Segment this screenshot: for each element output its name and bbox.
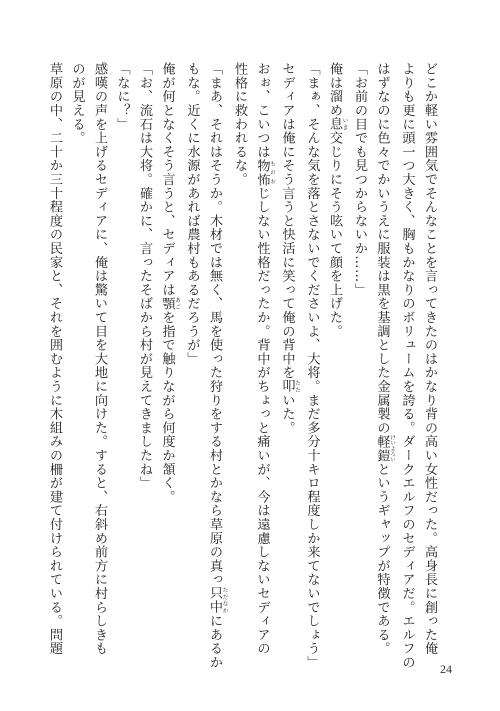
text-line-14: 「なに？」 (114, 62, 130, 131)
furigana: 軽鎧 けいよろい (374, 434, 395, 463)
text-line-15: 感嘆の声を上げるセディアに、俺は驚いて目を大地に向けた。すると、右斜め前方に村らしきも (92, 62, 107, 656)
text-line-10: 「まあ、それはそうか。木材では無く、馬を使った狩りをする村とかなら草原の真っ只中 ただなかにあるか (207, 62, 228, 670)
text-line-1: どこか軽い雰囲気でそんなことを言ってきたのはかなり背の高い女性だった。高身長に創った俺 (422, 62, 437, 656)
furigana: 顎 あご (159, 296, 180, 311)
furigana: 叩 たた (279, 379, 300, 394)
text-line-11: もな。近くに水源があれば農村もあるだろうが」 (184, 62, 200, 366)
text-line-9: 性格に救われるな。 (232, 62, 247, 187)
text-line-12: 俺が何となくそう言うと、セディアは顎 あごを指で触りながら何度か頷く。 (159, 62, 180, 504)
text-line-6: 「まぁ、そんな気を落とさないでくださいよ、大将。まだ多分十キロ程度しか来てないでしょう」 (304, 62, 320, 670)
text-line-5: 俺は溜め息 いき交じりにそう呟いて顔を上げた。 (327, 62, 348, 339)
text-line-16: のが見える。 (69, 62, 85, 145)
text-line-3: はずなのに色々でかいうえに服装は黒を基調とした金属製の軽鎧 けいよろいというギャップが特徴である。 (374, 62, 395, 656)
text-line-8: おぉ、こいつは物怖 ものおじしない性格だったか。背中がちょっと痛いが、今は遠慮しないセディアの (254, 62, 275, 656)
text-line-2: よりも更に頭一つ大きく、胸もかなりのボリュームを誇る。ダークエルフのセディアだ。エルフの (399, 62, 415, 670)
text-line-17: 草原の中、二十か三十程度の民家と、それを囲むように木組みの柵が建て付けられている。問題 (47, 62, 62, 656)
text-line-13: 「お、流石は大将。確かに、言ったそばから村が見えてきましたね」 (137, 62, 152, 490)
furigana: 只中 ただなか (207, 586, 228, 615)
text-line-4: 「お前の目でも見つからないか……」 (352, 62, 367, 297)
page-number: 24 (440, 662, 452, 676)
vertical-text-block (47, 62, 440, 670)
text-line-7: セディアは俺にそう言うと快活に笑って俺の背中を叩 たたいた。 (279, 62, 300, 435)
furigana: 息 いき (327, 117, 348, 132)
furigana: 物怖 ものお (254, 158, 275, 187)
